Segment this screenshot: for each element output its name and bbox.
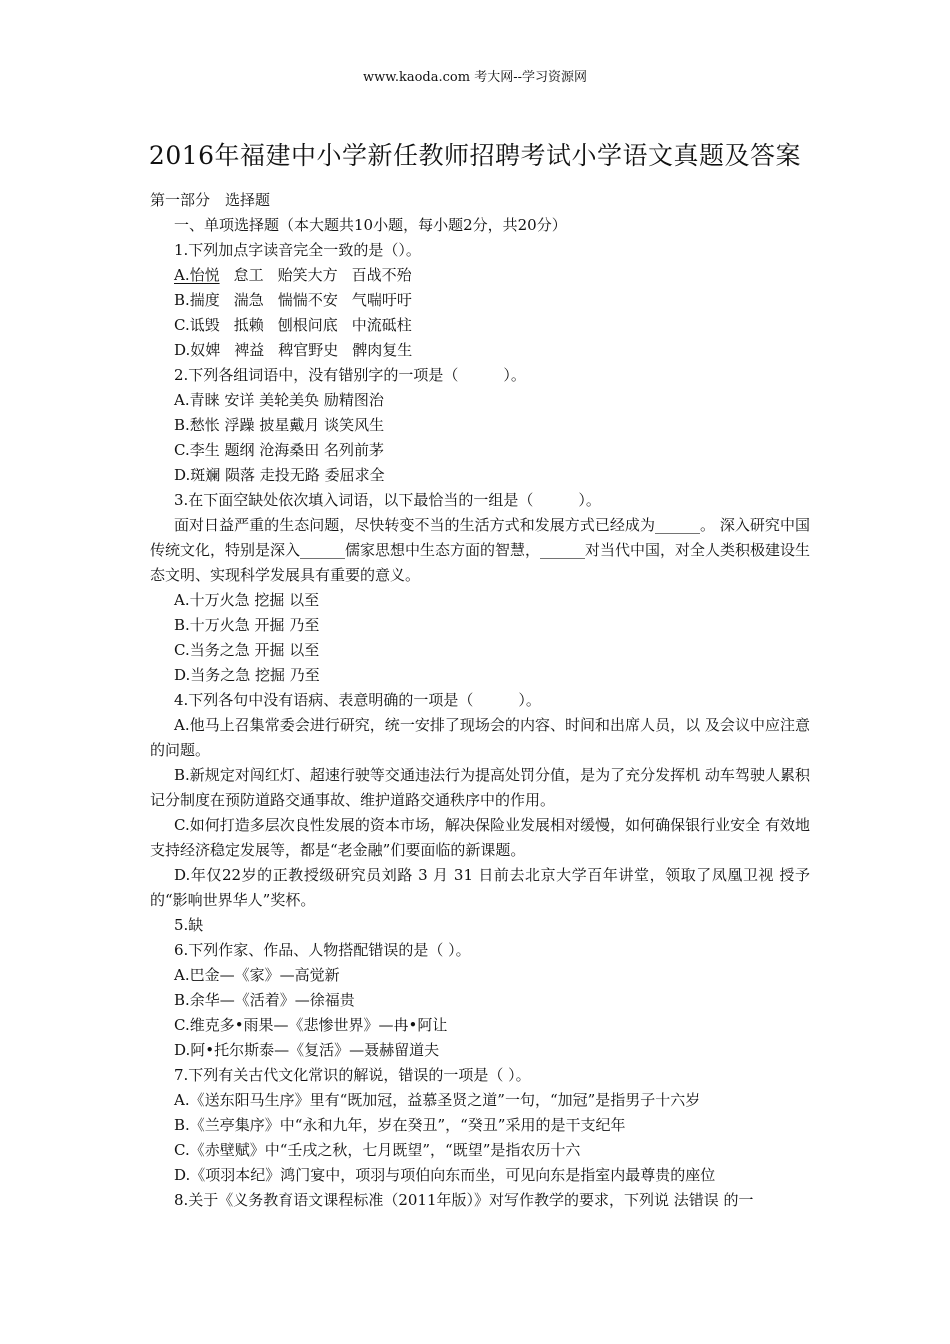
option-word: 百战不殆 — [351, 266, 412, 284]
question-8-stem: 8.关于《义务教育语文课程标准（2011年版）》对写作教学的要求，下列说 法错误 的一 — [174, 1191, 754, 1209]
question-7-option-d: D.《项羽本纪》鸿门宴中，项羽与项伯向东而坐，可见向东是指室内最尊贵的座位 — [174, 1166, 716, 1184]
question-4-stem: 4.下列各句中没有语病、表意明确的一项是（ ）。 — [174, 691, 541, 709]
question-1-option-a — [150, 263, 810, 288]
question-6-option-c: C.维克多•雨果—《悲惨世界》—冉•阿让 — [174, 1016, 448, 1034]
question-2-option-c: C.李生 题纲 沧海桑田 名列前茅 — [174, 441, 385, 459]
option-word: 贻笑大方 — [277, 266, 338, 284]
question-2-option-d: D.斑斓 陨落 走投无路 委屈求全 — [174, 466, 385, 484]
section-heading: 一、单项选择题（本大题共10小题，每小题2分，共20分） — [174, 216, 567, 234]
option-word: C.诋毁 — [174, 316, 220, 334]
question-7-stem: 7.下列有关古代文化常识的解说，错误的一项是（ ）。 — [174, 1066, 531, 1084]
option-word: 抵赖 — [233, 316, 264, 334]
question-7-option-c: C.《赤壁赋》中“壬戌之秋，七月既望”，“既望”是指农历十六 — [174, 1141, 581, 1159]
option-word: 刨根问底 — [277, 316, 338, 334]
option-word: 惴惴不安 — [277, 291, 338, 309]
question-3-option-d: D.当务之急 挖掘 乃至 — [174, 666, 320, 684]
question-6-option-a: A.巴金—《家》—高觉新 — [174, 966, 340, 984]
option-word: D.奴婢 — [174, 341, 221, 359]
document-body — [150, 188, 810, 1213]
question-2-stem: 2.下列各组词语中，没有错别字的一项是（ ）。 — [174, 366, 526, 384]
option-word: 裨益 — [234, 341, 265, 359]
option-word: 湍急 — [233, 291, 264, 309]
question-3-option-b: B.十万火急 开掘 乃至 — [174, 616, 320, 634]
option-word: 怠工 — [233, 266, 264, 284]
question-6-option-d: D.阿•托尔斯泰—《复活》—聂赫留道夫 — [174, 1041, 440, 1059]
question-2-option-a: A.青睐 安详 美轮美奂 励精图治 — [174, 391, 384, 409]
option-word: A.怡悦 — [174, 266, 220, 284]
option-word: 髀肉复生 — [352, 341, 413, 359]
question-4-option-b: B.新规定对闯红灯、超速行驶等交通违法行为提高处罚分值，是为了充分发挥机 动车驾驶人累积记分制度在预防道路交通事故、维护道路交通秩序中的作用。 — [150, 766, 810, 809]
page-header: www.kaoda.com 考大网--学习资源网 — [363, 70, 587, 85]
question-3-option-c: C.当务之急 开掘 以至 — [174, 641, 320, 659]
question-1-stem: 1.下列加点字读音完全一致的是（）。 — [174, 241, 421, 259]
part-heading: 第一部分 选择题 — [150, 191, 271, 209]
question-1-option-c — [150, 313, 810, 338]
document-title: 2016年福建中小学新任教师招聘考试小学语文真题及答案 — [148, 141, 802, 170]
option-word: 中流砥柱 — [351, 316, 412, 334]
question-2-option-b: B.愁怅 浮躁 披星戴月 谈笑风生 — [174, 416, 385, 434]
question-3-option-a: A.十万火急 挖掘 以至 — [174, 591, 320, 609]
question-4-option-d: D.年仅22岁的正教授级研究员刘路 3 月 31 日前去北京大学百年讲堂，领取了凤凰卫视 授予的“影响世界华人”奖杯。 — [150, 866, 810, 909]
question-1-option-d — [150, 338, 810, 363]
question-1-option-b — [150, 288, 810, 313]
question-7-option-a: A.《送东阳马生序》里有“既加冠，益慕圣贤之道”一句，“加冠”是指男子十六岁 — [174, 1091, 701, 1109]
question-6-stem: 6.下列作家、作品、人物搭配错误的是（ ）。 — [174, 941, 471, 959]
option-word: 气喘吁吁 — [351, 291, 412, 309]
question-5-stem: 5.缺 — [174, 916, 204, 934]
option-word: B.揣度 — [174, 291, 220, 309]
question-7-option-b: B.《兰亭集序》中“永和九年，岁在癸丑”，“癸丑”采用的是干支纪年 — [174, 1116, 626, 1134]
question-3-passage: 面对日益严重的生态问题，尽快转变不当的生活方式和发展方式已经成为______。 深入研究中国传统文化，特别是深入______儒家思想中生态方面的智慧，______对当代中国，对全人类积极建设生态文明、实现科学发展具有重要的意义。 — [150, 516, 811, 584]
question-4-option-c: C.如何打造多层次良性发展的资本市场，解决保险业发展相对缓慢，如何确保银行业安全 有效地支持经济稳定发展等，都是“老金融”们要面临的新课题。 — [150, 816, 810, 859]
question-3-stem: 3.在下面空缺处依次填入词语，以下最恰当的一组是（ ）。 — [174, 491, 601, 509]
question-4-option-a: A.他马上召集常委会进行研究，统一安排了现场会的内容、时间和出席人员，以 及会议中应注意的问题。 — [150, 716, 810, 759]
option-word: 稗官野史 — [278, 341, 339, 359]
question-6-option-b: B.余华—《活着》—徐福贵 — [174, 991, 355, 1009]
